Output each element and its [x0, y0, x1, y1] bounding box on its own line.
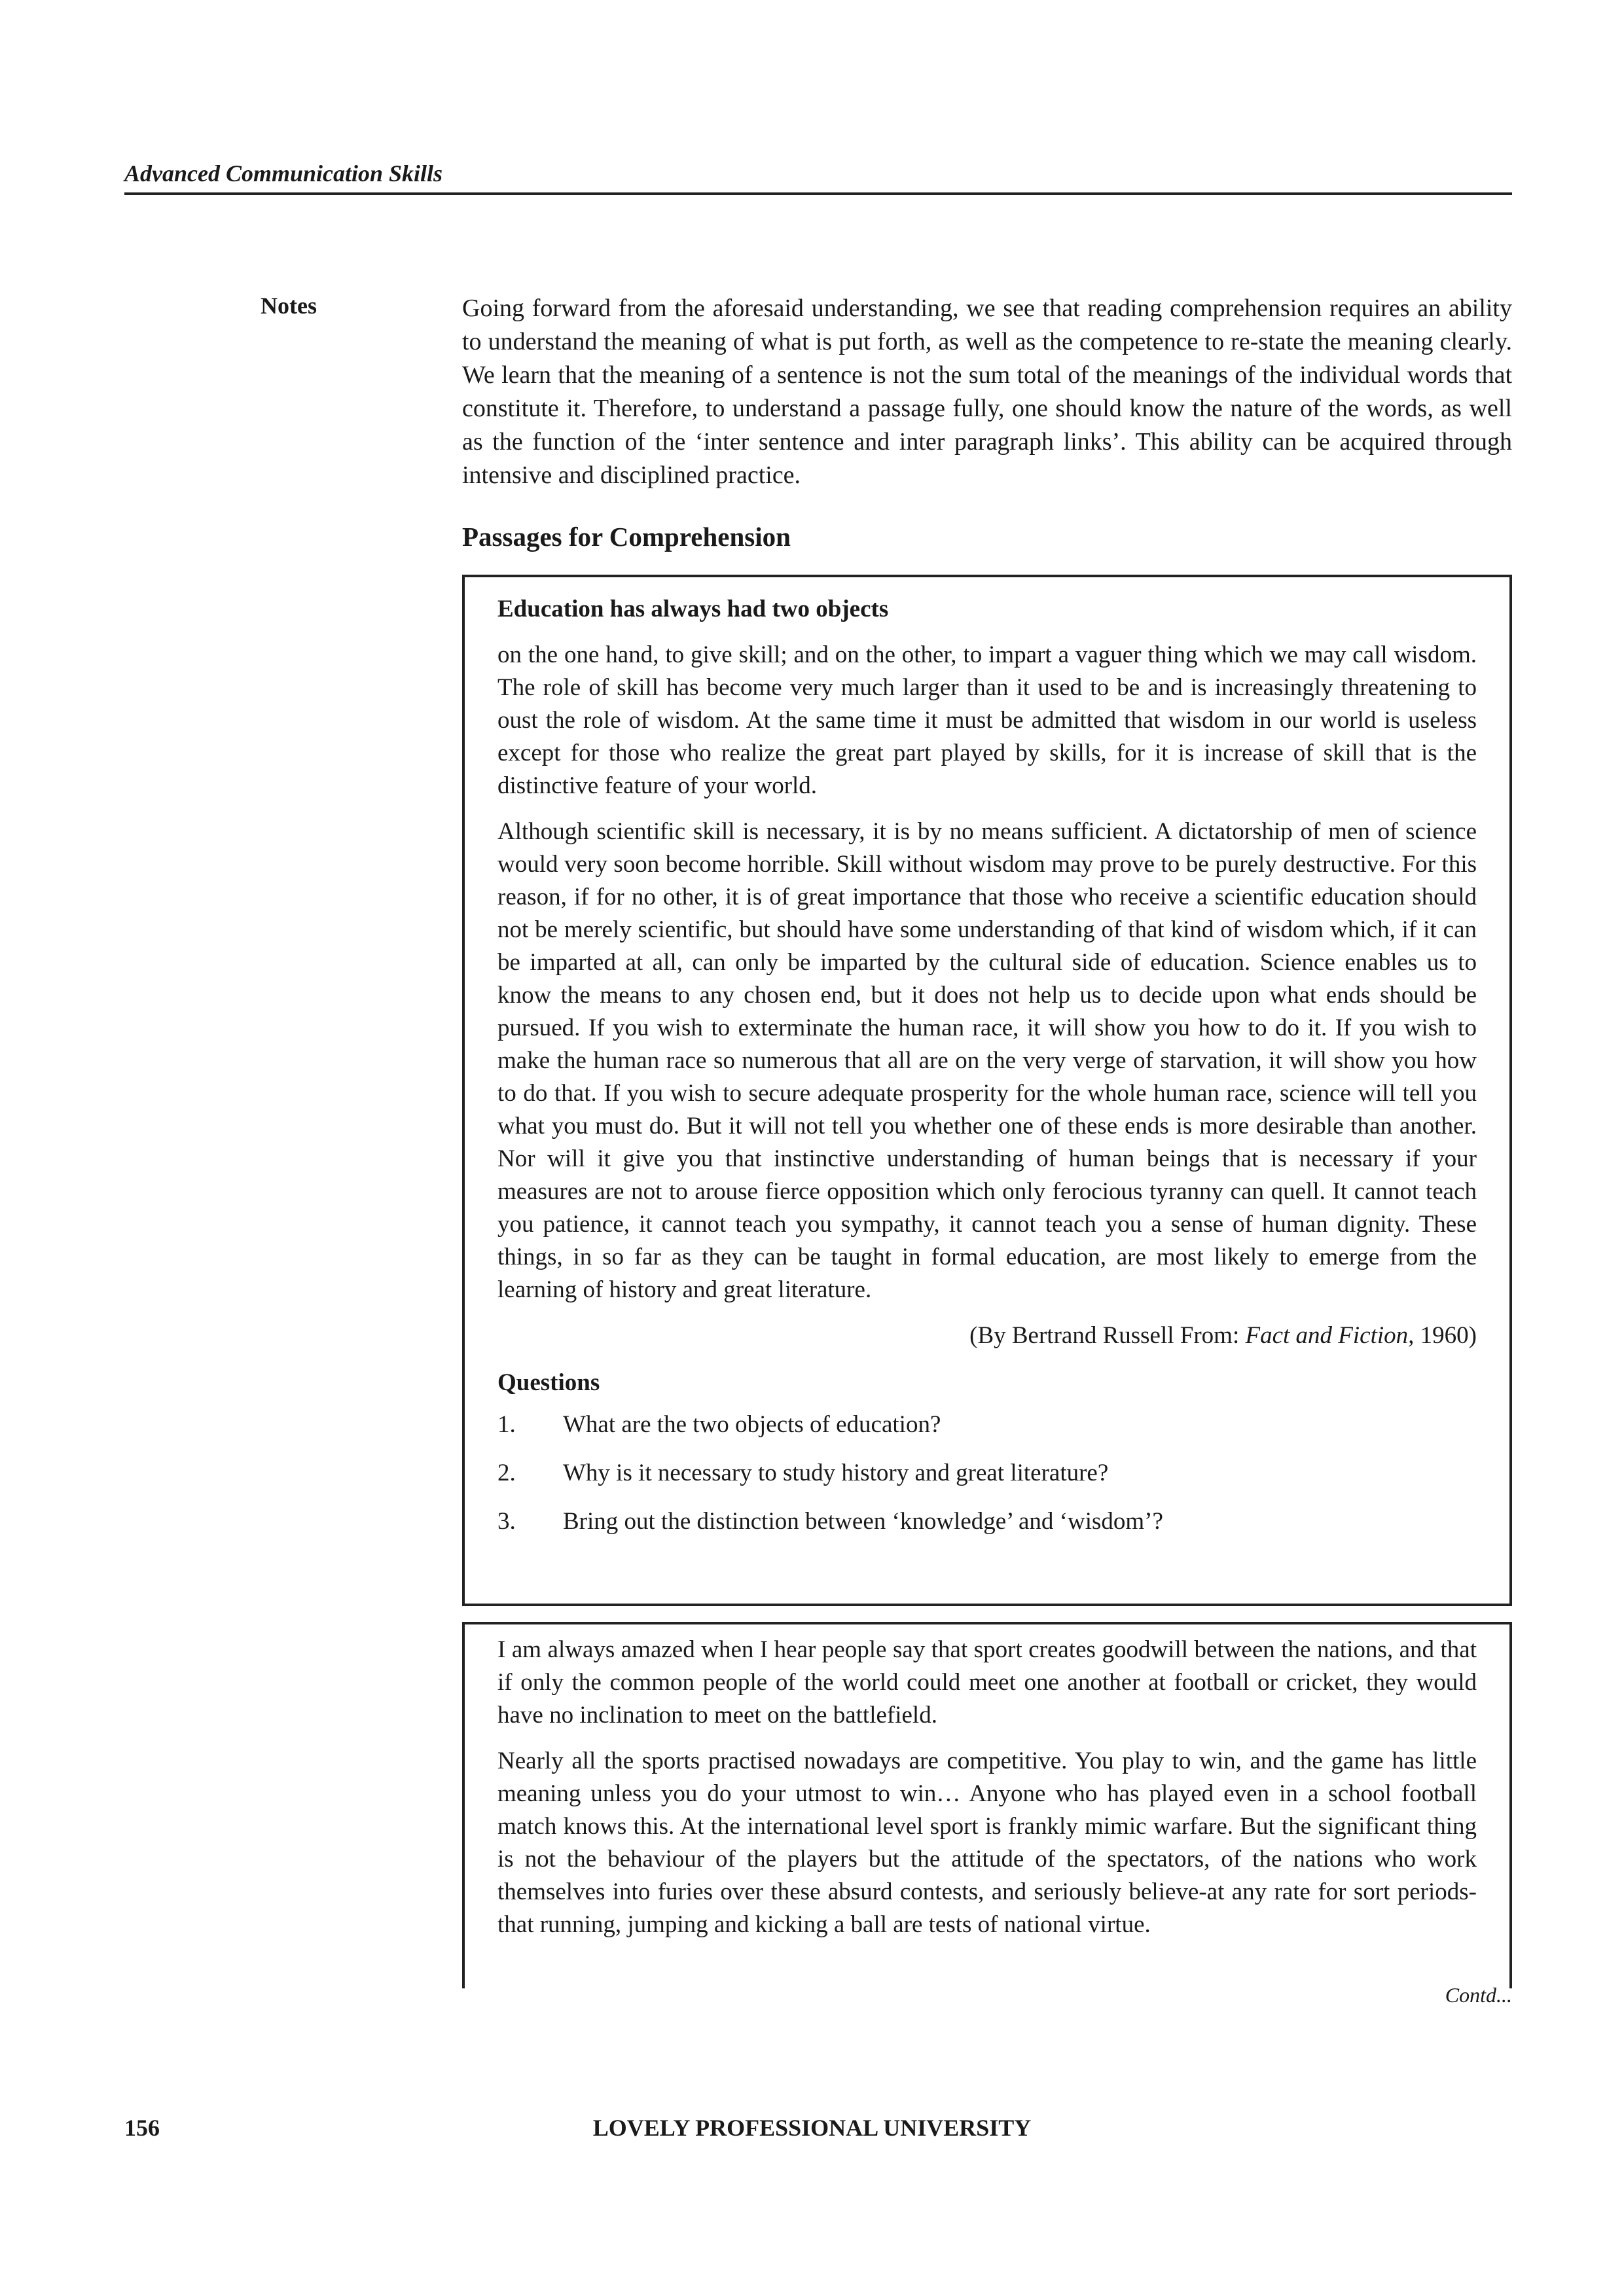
question-number: 2. [497, 1460, 516, 1486]
passage-box-1 [462, 575, 1512, 1606]
question-item [497, 1505, 1477, 1538]
question-number: 3. [497, 1508, 516, 1535]
footer-university: LOVELY PROFESSIONAL UNIVERSITY [592, 2115, 1032, 2141]
citation-suffix: 1960) [1414, 1322, 1477, 1349]
page-number: 156 [124, 2115, 160, 2141]
citation-prefix: (By Bertrand Russell From: [969, 1322, 1246, 1349]
question-text: Why is it necessary to study history and great literature? [563, 1460, 1109, 1486]
passage-1-paragraph: on the one hand, to give skill; and on the other, to impart a vaguer thing which we may call wisdom. The role of skill has become very much larger than it used to be and is increasingly threatening to oust the role of wisdom. At the same time it must be admitted that wisdom in our world is useless except for those who realize the great part played by skills, for it is increase of skill that is the distinctive feature of your world. [497, 641, 1477, 799]
question-text: Bring out the distinction between ‘knowledge’ and ‘wisdom’? [563, 1508, 1163, 1535]
intro-paragraph: Going forward from the aforesaid understanding, we see that reading comprehension requires an ability to understand the meaning of what is put forth, as well as the competence to re-state the meaning clearly. We learn that the meaning of a sentence is not the sum total of the meanings of the individual words that constitute it. Therefore, to understand a passage fully, one should know the nature of the words, as well as the function of the ‘inter sentence and inter paragraph links’. This ability can be acquired through intensive and disciplined practice. [462, 295, 1512, 489]
passage-1-heading: Education has always had two objects [497, 596, 889, 622]
questions-heading: Questions [497, 1369, 600, 1396]
running-header-title: Advanced Communication Skills [124, 160, 443, 187]
citation-title: Fact and Fiction, [1245, 1322, 1415, 1349]
passage-1-citation [497, 1319, 1477, 1352]
passage-2-paragraph: Nearly all the sports practised nowadays are competitive. You play to win, and the game has little meaning unless you do your utmost to win… Anyone who has played even in a school football match knows this. At the international level sport is frankly mimic warfare. But the significant thing is not the behaviour of the players but the attitude of the spectators, of the nations who work themselves into furies over these absurd contests, and seriously believe-at any rate for sort periods-that running, jumping and kicking a ball are tests of national virtue. [497, 1748, 1477, 1938]
question-number: 1. [497, 1411, 516, 1438]
passage-box-2 [462, 1622, 1512, 1988]
passage-1-paragraph: Although scientific skill is necessary, it is by no means sufficient. A dictatorship of men of science would very soon become horrible. Skill without wisdom may prove to be purely destructive. For this reason, if for no other, it is of great importance that those who receive a scientific education should not be merely scientific, but should have some understanding of that kind of wisdom which, if it can be imparted at all, can only be imparted by the cultural side of education. Science enables us to know the means to any chosen end, but it does not help us to decide upon what ends should be pursued. If you wish to exterminate the human race, it will show you how to do it. If you wish to make the human race so numerous that all are on the very verge of starvation, it will show you how to do that. If you wish to secure adequate prosperity for the whole human race, science will tell you what you must do. But it will not tell you whether one of these ends is more desirable than another. Nor will it give you that instinctive understanding of human beings that is necessary if your measures are not to arouse fierce opposition which only ferocious tyranny can quell. It cannot teach you patience, it cannot teach you sympathy, it cannot teach you a sense of human dignity. These things, in so far as they can be taught in formal education, are most likely to emerge from the learning of history and great literature. [497, 818, 1477, 1303]
question-text: What are the two objects of education? [563, 1411, 941, 1438]
question-item [497, 1457, 1477, 1490]
question-item [497, 1408, 1477, 1441]
header-rule [124, 192, 1512, 195]
continued-marker: Contd... [1445, 1983, 1512, 2007]
passage-2-paragraph: I am always amazed when I hear people say that sport creates goodwill between the nations, and that if only the common people of the world could meet one another at football or cricket, they would have no inclination to meet on the battlefield. [497, 1636, 1477, 1729]
questions-list [497, 1408, 1477, 1538]
margin-notes-label: Notes [261, 293, 317, 319]
section-heading: Passages for Comprehension [462, 522, 791, 552]
